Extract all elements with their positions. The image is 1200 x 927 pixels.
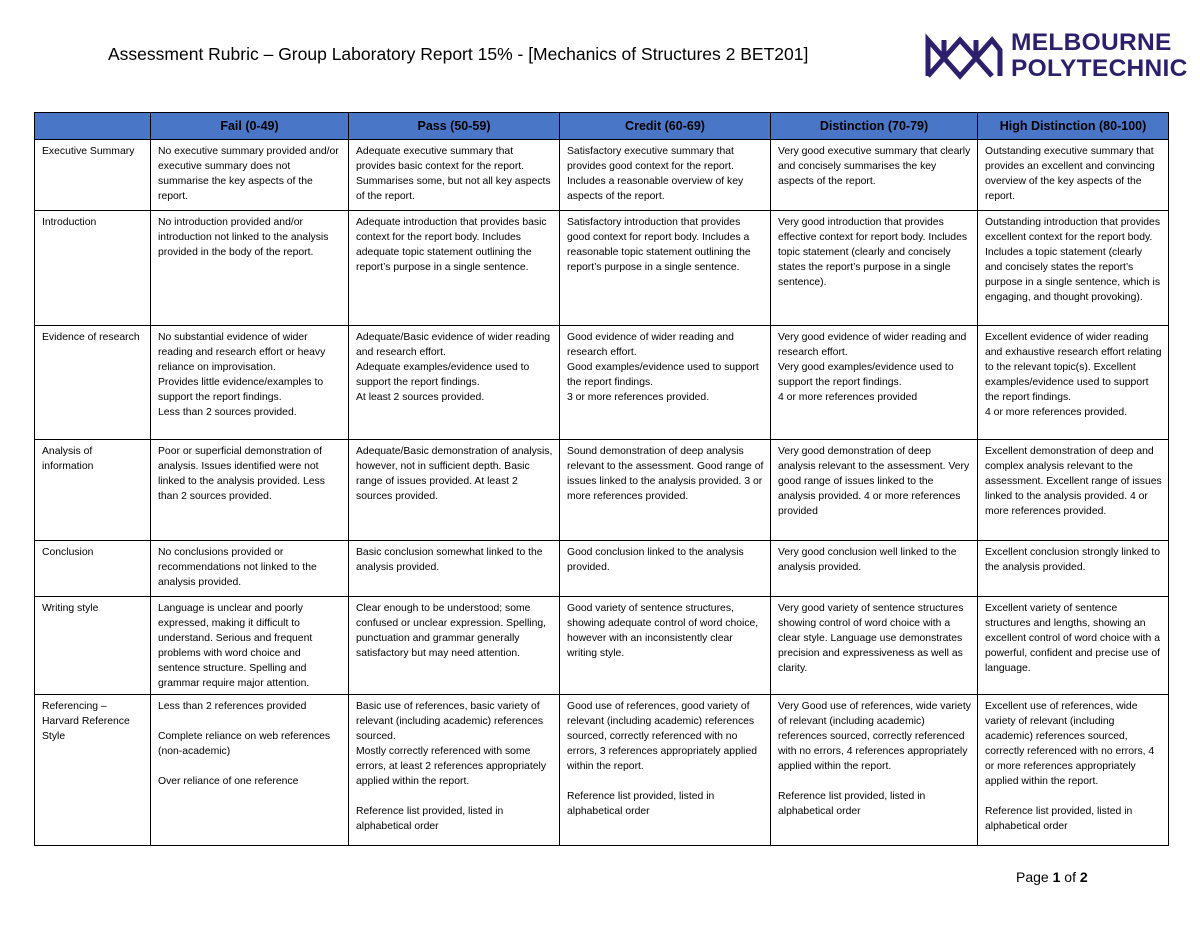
rubric-cell-credit — [560, 440, 771, 541]
rubric-cell-distinction — [771, 597, 978, 695]
rubric-cell-distinction — [771, 140, 978, 211]
table-row — [35, 597, 1169, 695]
rubric-cell-fail — [151, 140, 349, 211]
page-current: 1 — [1052, 869, 1061, 885]
rubric-cell-pass — [349, 211, 560, 326]
rubric-cell-credit — [560, 695, 771, 846]
criterion-label — [35, 695, 151, 846]
cell-text: Excellent use of references, wide variety of relevant (including academic) references sourced, correctly referenced with no errors, 4 or more references appropriately applied within the report. Reference list provided, listed in alphabetical order — [985, 701, 1155, 832]
document-title: Assessment Rubric – Group Laboratory Report 15% - [Mechanics of Structures 2 BET201] — [108, 44, 809, 64]
logo-line-2: POLYTECHNIC — [1011, 55, 1188, 82]
criterion-text: Referencing – Harvard Reference Style — [42, 701, 130, 742]
rubric-cell-credit — [560, 541, 771, 597]
rubric-cell-high-distinction — [978, 695, 1169, 846]
criterion-text: Analysis of information — [42, 446, 94, 472]
cell-text: Basic conclusion somewhat linked to the analysis provided. — [356, 547, 543, 573]
cell-text: Very good introduction that provides effective context for report body. Includes topic statement (clearly and concisely states the report’s purpose in a single sentence). — [778, 217, 968, 288]
cell-text: Good use of references, good variety of relevant (including academic) references sourced, correctly referenced with no errors, 3 references appropriately applied within the report. Reference list provided, listed in alphabetical order — [567, 701, 758, 817]
rubric-cell-distinction — [771, 695, 978, 846]
criterion-label — [35, 326, 151, 440]
table-row — [35, 440, 1169, 541]
level-header-credit: Credit (60-69) — [560, 113, 771, 140]
cell-text: Very good conclusion well linked to the analysis provided. — [778, 547, 957, 573]
rubric-cell-distinction — [771, 326, 978, 440]
criterion-label — [35, 597, 151, 695]
criterion-label — [35, 541, 151, 597]
cell-text: Very Good use of references, wide variety of relevant (including academic) references sourced, correctly referenced with no errors, 4 references appropriately applied within the report. Reference list provided, listed in alphabetical order — [778, 701, 971, 817]
rubric-cell-high-distinction — [978, 597, 1169, 695]
rubric-cell-distinction — [771, 541, 978, 597]
cell-text: Very good demonstration of deep analysis relevant to the assessment. Very good range of issues linked to the analysis provided. 4 or more references provided — [778, 446, 970, 517]
logo-wordmark — [1011, 30, 1188, 82]
rubric-cell-fail — [151, 695, 349, 846]
cell-text: Excellent evidence of wider reading and exhaustive research effort relating to the relevant topic(s). Excellent examples/evidence used to support the report findings. 4 or more references provided. — [985, 332, 1162, 418]
criterion-text: Evidence of research — [42, 332, 140, 343]
cell-text: Language is unclear and poorly expressed, making it difficult to understand. Serious and frequent problems with word choice and sentence structure. Spelling and grammar require major attention. — [158, 603, 313, 689]
cell-text: Adequate/Basic evidence of wider reading and research effort. Adequate examples/evidence used to support the report findings. At least 2 sources provided. — [356, 332, 551, 403]
page-number — [1016, 869, 1088, 885]
table-row — [35, 695, 1169, 846]
rubric-cell-fail — [151, 326, 349, 440]
cell-text: Adequate introduction that provides basic context for the report body. Includes adequate topic statement outlining the report’s purpose in a single sentence. — [356, 217, 547, 273]
level-header-distinction: Distinction (70-79) — [771, 113, 978, 140]
cell-text: Very good executive summary that clearly and concisely summarises the key aspects of the report. — [778, 146, 971, 187]
level-header-fail: Fail (0-49) — [151, 113, 349, 140]
rubric-cell-pass — [349, 140, 560, 211]
table-row — [35, 140, 1169, 211]
rubric-cell-fail — [151, 541, 349, 597]
rubric-cell-pass — [349, 695, 560, 846]
rubric-header-row — [35, 113, 1169, 140]
criterion-label — [35, 440, 151, 541]
cell-text: Excellent conclusion strongly linked to the analysis provided. — [985, 547, 1161, 573]
rubric-cell-fail — [151, 440, 349, 541]
cell-text: Basic use of references, basic variety of relevant (including academic) references sourced. Mostly correctly referenced with some errors, at least 2 references appropriately applied within the report. Reference list provided, listed in alphabetical order — [356, 701, 547, 832]
cell-text: No conclusions provided or recommendations not linked to the analysis provided. — [158, 547, 317, 588]
rubric-cell-credit — [560, 326, 771, 440]
rubric-cell-pass — [349, 440, 560, 541]
cell-text: Good conclusion linked to the analysis provided. — [567, 547, 744, 573]
rubric-corner-cell — [35, 113, 151, 140]
cell-text: No executive summary provided and/or executive summary does not summarise the key aspects of the report. — [158, 146, 339, 202]
cell-text: Outstanding introduction that provides excellent context for the report body. Includes a topic statement (clearly and concisely states the report’s purpose in a single sentence, which is engaging, and thought provoking). — [985, 217, 1161, 303]
criterion-text: Executive Summary — [42, 146, 135, 157]
table-row — [35, 541, 1169, 597]
logo-line-1: MELBOURNE — [1011, 29, 1172, 56]
cell-text: Good variety of sentence structures, showing adequate control of word choice, however with an inconsistently clear writing style. — [567, 603, 759, 659]
level-header-high-distinction: High Distinction (80-100) — [978, 113, 1169, 140]
page-of: of — [1064, 869, 1076, 885]
rubric-cell-pass — [349, 326, 560, 440]
cell-text: Less than 2 references provided Complete reliance on web references (non-academic) Over reliance of one reference — [158, 701, 331, 787]
cell-text: Clear enough to be understood; some confused or unclear expression. Spelling, punctuation and grammar generally satisfactory but may need attention. — [356, 603, 547, 659]
criterion-label — [35, 140, 151, 211]
cell-text: Poor or superficial demonstration of analysis. Issues identified were not linked to the analysis provided. Less than 2 sources provided. — [158, 446, 325, 502]
cell-text: Adequate executive summary that provides basic context for the report. Summarises some, but not all key aspects of the report. — [356, 146, 551, 202]
cell-text: Excellent variety of sentence structures and lengths, showing an excellent control of word choice with a powerful, confident and precise use of language. — [985, 603, 1161, 674]
rubric-cell-credit — [560, 597, 771, 695]
page-total: 2 — [1079, 869, 1088, 885]
cell-text: Sound demonstration of deep analysis relevant to the assessment. Good range of issues linked to the analysis provided. 3 or more references provided. — [567, 446, 764, 502]
level-header-pass: Pass (50-59) — [349, 113, 560, 140]
criterion-text: Writing style — [42, 603, 99, 614]
rubric-cell-high-distinction — [978, 440, 1169, 541]
cell-text: Satisfactory introduction that provides good context for report body. Includes a reasonable topic statement outlining the report’s purpose in a single sentence. — [567, 217, 751, 273]
rubric-cell-high-distinction — [978, 541, 1169, 597]
cell-text: Excellent demonstration of deep and complex analysis relevant to the assessment. Excellent range of issues linked to the analysis provided. 4 or more references provided. — [985, 446, 1162, 517]
criterion-text: Conclusion — [42, 547, 94, 558]
rubric-cell-credit — [560, 140, 771, 211]
cell-text: Very good evidence of wider reading and research effort. Very good examples/evidence used to support the report findings. 4 or more references provided — [778, 332, 967, 403]
cell-text: Satisfactory executive summary that provides good context for the report. Includes a reasonable overview of key aspects of the report. — [567, 146, 744, 202]
page-prefix: Page — [1016, 869, 1049, 885]
table-row — [35, 326, 1169, 440]
rubric-cell-high-distinction — [978, 140, 1169, 211]
rubric-cell-distinction — [771, 211, 978, 326]
rubric-cell-distinction — [771, 440, 978, 541]
melbourne-polytechnic-logo — [924, 29, 1188, 82]
cell-text: No introduction provided and/or introduction not linked to the analysis provided in the body of the report. — [158, 217, 329, 258]
criterion-text: Introduction — [42, 217, 97, 228]
cell-text: Good evidence of wider reading and research effort. Good examples/evidence used to support the report findings. 3 or more references provided. — [567, 332, 759, 403]
logo-mark-icon — [924, 30, 1004, 80]
rubric-cell-fail — [151, 597, 349, 695]
rubric-cell-credit — [560, 211, 771, 326]
rubric-cell-high-distinction — [978, 211, 1169, 326]
cell-text: Very good variety of sentence structures showing control of word choice with a clear style. Language use demonstrates precision and expressiveness as well as clarity. — [778, 603, 964, 674]
rubric-cell-fail — [151, 211, 349, 326]
rubric-cell-pass — [349, 597, 560, 695]
rubric-cell-high-distinction — [978, 326, 1169, 440]
table-row — [35, 211, 1169, 326]
cell-text: Outstanding executive summary that provides an excellent and convincing overview of the key aspects of the report. — [985, 146, 1155, 202]
assessment-rubric-table — [34, 112, 1169, 846]
cell-text: Adequate/Basic demonstration of analysis, however, not in sufficient depth. Basic range of issues provided. At least 2 sources provided. — [356, 446, 553, 502]
criterion-label — [35, 211, 151, 326]
rubric-cell-pass — [349, 541, 560, 597]
cell-text: No substantial evidence of wider reading and research effort or heavy reliance on improvisation. Provides little evidence/examples to support the report findings. Less than 2 sources provided. — [158, 332, 326, 418]
